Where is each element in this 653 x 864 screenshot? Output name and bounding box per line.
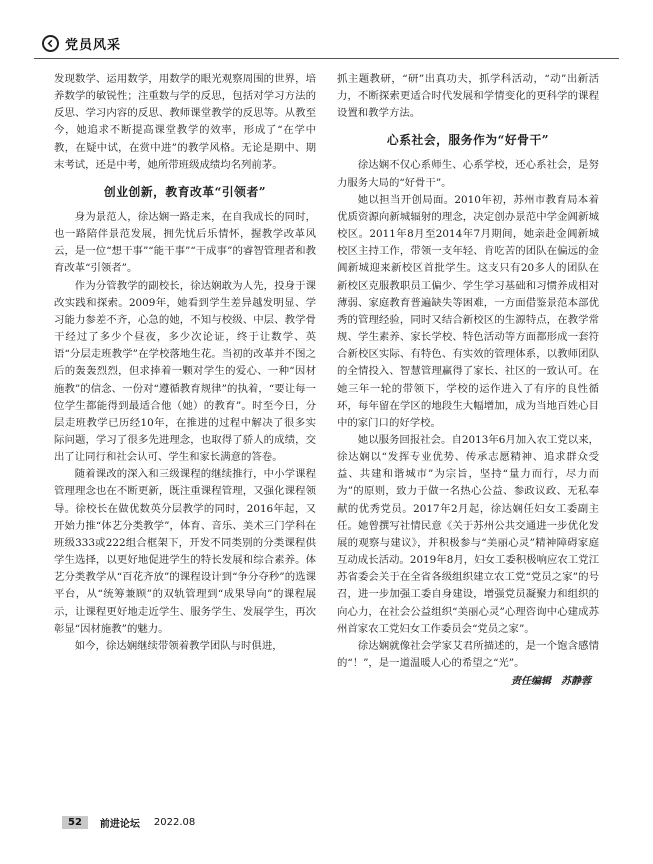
section-heading-innovation: 创业创新，教育改革“引领者”	[103, 184, 267, 199]
left-paragraph-4: 随着课改的深入和三级课程的继续推行，中小学课程管理理念也在不断更新，既注重课程管理，又强化课程领导。徐校长在做优数英分层教学的同时，2016年起，又开始力推“体艺分类教学”，体育、音乐、美术三门学科在班级333或222组合框架下，开发不同类别的分类课程供学生选择，以更好地促进学生的特长发展和综合素养。体艺分类教学从“百花齐放”的课程设计到“争分夺秒”的选课平台，从“统筹兼顾”的双轨管理到“成果导向”的课程展示，让课程更好地走近学生、服务学生、发展学生，再次彰显“因材施教”的魅力。	[54, 468, 316, 635]
right-paragraph-2: 徐达娴不仅心系师生、心系学校，还心系社会，是努力服务大局的“好骨干”。	[337, 159, 599, 189]
section-heading-society: 心系社会，服务作为“好骨干”	[386, 133, 550, 148]
right-paragraph-3: 她以担当开创局面。2010年初，苏州市教育局本着优质资源向新城辐射的理念，决定创办景范中学金阊新城校区。2011年8月至2014年7月期间，她亲赴金阊新城校区主持工作，带领一支年轻、肯吃苦的团队在偏远的金阊新城迎来新校区首批学生。这支只有20多人的团队在新校区克服教职员工偏少、学生学习基础和习惯养成相对薄弱、家庭教育普遍缺失等困难，一方面借鉴景范本部优秀的管理经验，同时又结合新校区的生源特点，在教学常规、学生素养、家长学校、特色活动等方面都形成一套符合新校区实际、有特色、有实效的管理体系，以教师团队的全情投入、智慧管理赢得了家长、社区的一致认可。在她三年一轮的带领下，学校的运作进入了有序的良性循环，每年留在学区的地段生大幅增加，成为当地百姓心目中的家门口的好学校。	[337, 193, 599, 429]
page-number: 52	[62, 816, 88, 829]
right-paragraph-1: 抓主题教研，“研”出真功夫，抓学科活动，“动”出新活力，不断探索更适合时代发展和学情变化的更科学的课程设置和教学方法。	[337, 73, 599, 120]
left-paragraph-3: 作为分管教学的副校长，徐达娴敢为人先，投身于课改实践和探索。2009年，她看到学生差异越发明显、学习能力参差不齐，心急的她，不知与校级、中层、教学骨干经过了多少个昼夜，多少次论证，终于让数学、英语“分层走班教学”在学校落地生花。当初的改革并不图之后的轰轰烈烈，但求捧着一颗对学生的爱心、一种“因材施教”的信念、一份对“遵循教育规律”的执着，“要让每一位学生都能得到最适合他（她）的教育”。时至今日，分层走班教学已历经10年，在推进的过程中解决了很多实际问题，学习了很多先进理念，也取得了骄人的成绩，交出了让同行和社会认可、学生和家长满意的答卷。	[54, 279, 316, 464]
header-divider	[34, 58, 619, 59]
magazine-name: 前进论坛	[99, 819, 140, 830]
right-paragraph-4: 她以服务回报社会。自2013年6月加入农工党以来，徐达娴以“发挥专业优势、传承志愿精神、追求群众受益、共建和谐城市”为宗旨，坚持“量力而行，尽力而为”的原则，致力于做一名热心公益、参政议政、无私奉献的优秀党员。2017年2月起，徐达娴任妇女工委副主任。她曾撰写社情民意《关于苏州公共交通进一步优化发展的观察与建议》，并积极参与“美丽心灵”精神障碍家庭互动成长活动。2019年8月，妇女工委积极响应农工党江苏省委会关于在全省各级组织建立农工党“党员之家”的号召，进一步加强工委自身建设，增强党员凝聚力和组织的向心力，在社会公益组织“美丽心灵”心理咨询中心建成苏州首家农工党妇女工作委员会“党员之家”。	[337, 433, 599, 635]
section-header	[42, 34, 121, 53]
right-paragraph-5: 徐达娴就像社会学家艾君所描述的，是一个饱含感情的“！”，是一道温暖人心的希望之“光”。	[337, 639, 599, 669]
left-paragraph-5: 如今，徐达娴继续带领着教学团队与时俱进，	[74, 639, 283, 652]
left-paragraph-1: 发现数学、运用数学，用数学的眼光观察周围的世界，培养数学的敏锐性；注重数与学的反思，包括对学习方法的反思、学习内容的反思、教师课堂教学的反思等。从教至今，她追求不断提高课堂教学的效率，形成了“在学中教，在疑中试，在赏中进”的教学风格。无论是期中、期末考试，还是中考，她所带班级成绩均名列前茅。	[54, 73, 316, 171]
left-column	[54, 71, 316, 655]
section-arrow-icon	[42, 35, 59, 52]
issue-date: 2022.08	[153, 817, 196, 828]
section-title: 党员风采	[65, 38, 122, 53]
responsible-editor: 责任编辑 苏静蓉	[511, 676, 591, 688]
left-paragraph-2: 身为景范人，徐达娴一路走来，在自我成长的同时，也一路陪伴景范发展，拥先忧后乐情怀，握教学改革风云，是一位“想干事”“能干事”“干成事”的睿智管理者和教育改革“引领者”。	[54, 210, 316, 275]
page-footer	[62, 815, 195, 830]
right-column	[337, 71, 599, 690]
